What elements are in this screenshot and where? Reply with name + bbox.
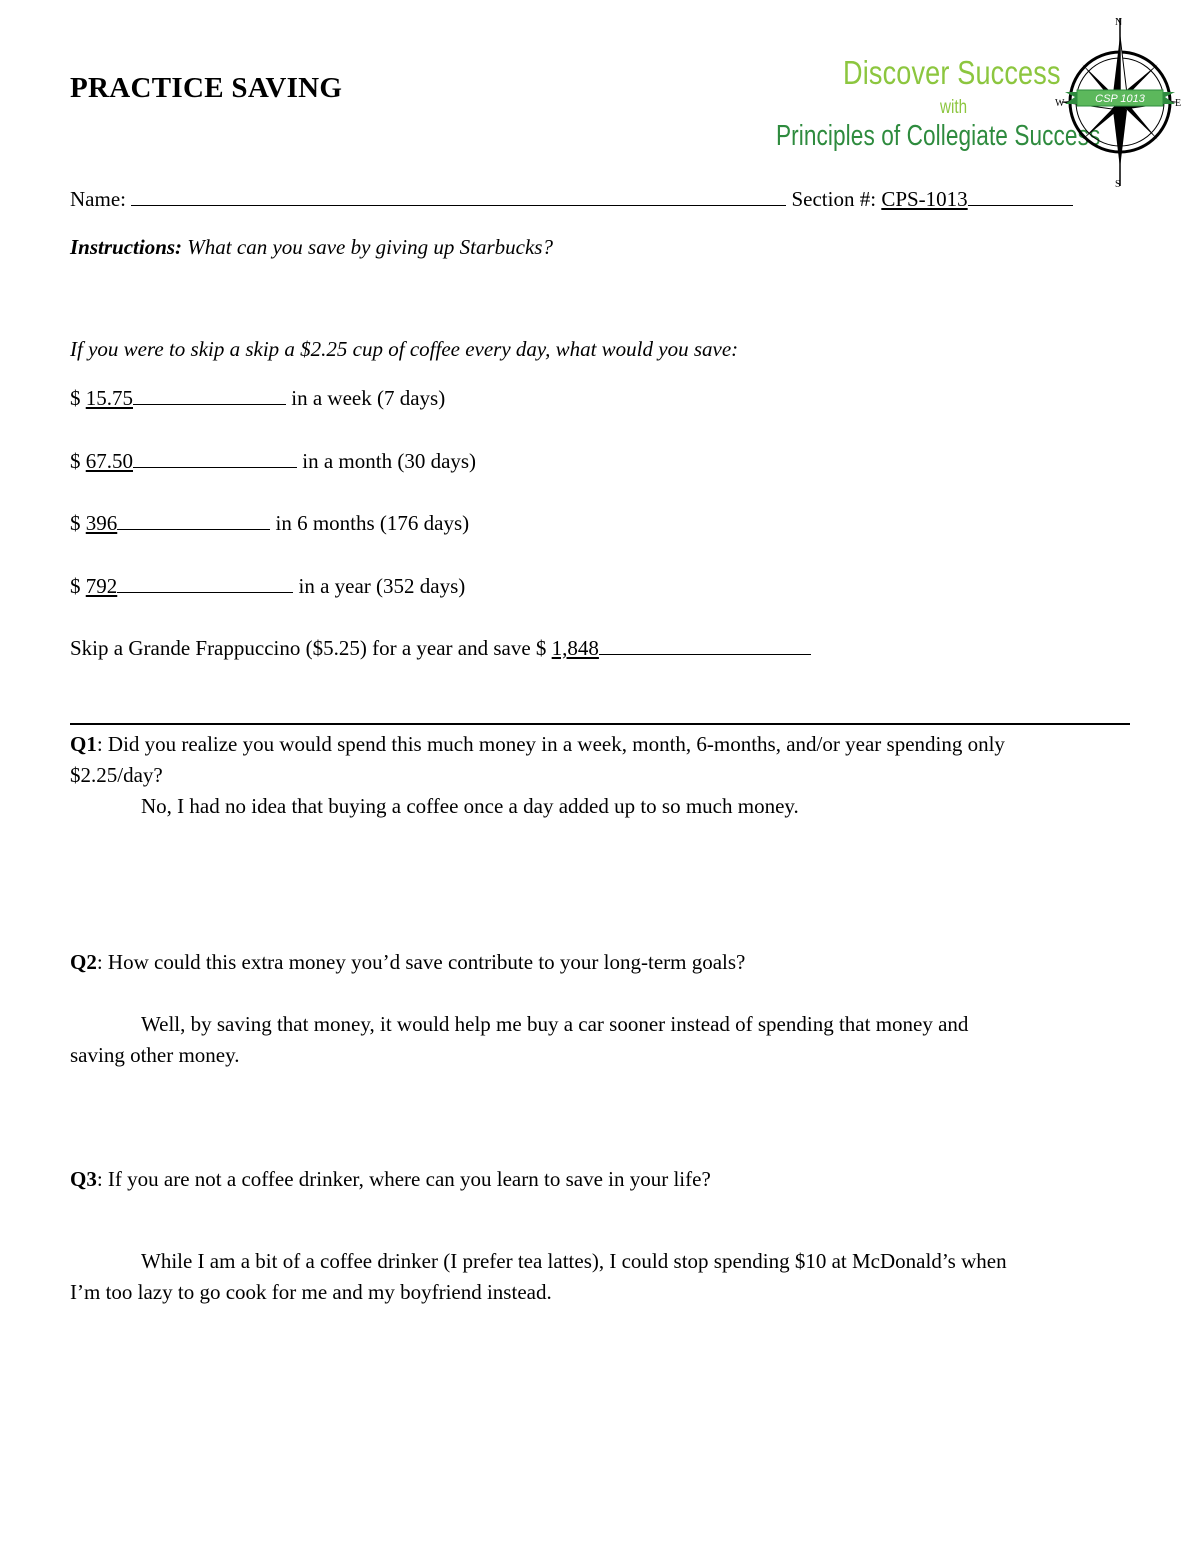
name-field[interactable] bbox=[131, 187, 786, 206]
section-divider bbox=[70, 723, 1130, 725]
currency-symbol: $ bbox=[70, 574, 81, 598]
currency-symbol: $ bbox=[70, 386, 81, 410]
instructions-text: What can you save by giving up Starbucks? bbox=[187, 235, 553, 259]
savings-period-year: in a year (352 days) bbox=[298, 574, 466, 598]
answer-blank bbox=[599, 636, 811, 655]
compass-w-label: W bbox=[1055, 98, 1065, 109]
savings-value-year[interactable]: 792 bbox=[85, 574, 118, 598]
compass-e-label: E bbox=[1175, 98, 1182, 109]
savings-prompt: If you were to skip a skip a $2.25 cup of coffee every day, what would you save: bbox=[70, 337, 739, 361]
q3-answer-line2[interactable]: I’m too lazy to go cook for me and my boyfriend instead. bbox=[70, 1280, 552, 1304]
q1-question bbox=[70, 732, 1005, 757]
q3-answer-line1[interactable]: While I am a bit of a coffee drinker (I prefer tea lattes), I could stop spending $10 at McDonald’s when bbox=[141, 1249, 1007, 1273]
page-title: PRACTICE SAVING bbox=[70, 72, 343, 104]
answer-blank bbox=[117, 511, 270, 530]
instructions bbox=[70, 235, 553, 260]
q2-answer-line1[interactable]: Well, by saving that money, it would help me buy a car sooner instead of spending that money and bbox=[141, 1012, 969, 1036]
q1-label: Q1 bbox=[70, 732, 97, 756]
answer-blank bbox=[133, 386, 286, 405]
frappuccino-value[interactable]: 1,848 bbox=[551, 636, 599, 660]
name-label: Name: bbox=[70, 187, 126, 211]
section-value: CPS-1013 bbox=[881, 187, 968, 211]
savings-row-month bbox=[70, 449, 476, 474]
compass-n-label: N bbox=[1115, 17, 1123, 28]
answer-blank bbox=[117, 574, 293, 593]
savings-row-6-months bbox=[70, 511, 469, 536]
q2-label: Q2 bbox=[70, 950, 97, 974]
q2-question bbox=[70, 950, 745, 975]
q1-question-line2: $2.25/day? bbox=[70, 763, 163, 787]
compass-s-label: S bbox=[1115, 179, 1121, 189]
currency-symbol: $ bbox=[70, 449, 81, 473]
q3-question bbox=[70, 1167, 711, 1192]
savings-period-6-months: in 6 months (176 days) bbox=[275, 511, 470, 535]
savings-value-6-months[interactable]: 396 bbox=[85, 511, 118, 535]
answer-blank bbox=[133, 449, 297, 468]
q1-question-text: : Did you realize you would spend this much money in a week, month, 6-months, and/or year spending only bbox=[96, 732, 1005, 756]
q1-answer[interactable]: No, I had no idea that buying a coffee once a day added up to so much money. bbox=[141, 794, 799, 818]
logo-line-principles: Principles of Collegiate Success bbox=[776, 120, 1101, 152]
savings-value-month[interactable]: 67.50 bbox=[85, 449, 133, 473]
section-field-blank[interactable] bbox=[968, 187, 1073, 206]
compass-logo-icon bbox=[1055, 14, 1185, 189]
currency-symbol: $ bbox=[70, 511, 81, 535]
frappuccino-row bbox=[70, 636, 811, 661]
savings-period-week: in a week (7 days) bbox=[291, 386, 446, 410]
section-label: Section #: bbox=[791, 187, 877, 211]
frappuccino-text: Skip a Grande Frappuccino ($5.25) for a year and save $ bbox=[70, 636, 547, 660]
instructions-label: Instructions: bbox=[70, 235, 183, 259]
savings-row-year bbox=[70, 574, 465, 599]
name-section-row bbox=[70, 187, 1073, 212]
savings-row-week bbox=[70, 386, 445, 411]
q2-answer-line2[interactable]: saving other money. bbox=[70, 1043, 240, 1067]
q3-label: Q3 bbox=[70, 1167, 97, 1191]
q2-question-text: : How could this extra money you’d save contribute to your long-term goals? bbox=[96, 950, 746, 974]
q3-question-text: : If you are not a coffee drinker, where can you learn to save in your life? bbox=[96, 1167, 711, 1191]
savings-period-month: in a month (30 days) bbox=[302, 449, 477, 473]
logo-line-with: with bbox=[940, 97, 968, 118]
logo-line-discover-success: Discover Success bbox=[843, 54, 1061, 91]
logo-badge-text: CSP 1013 bbox=[1095, 93, 1145, 105]
savings-value-week[interactable]: 15.75 bbox=[85, 386, 133, 410]
